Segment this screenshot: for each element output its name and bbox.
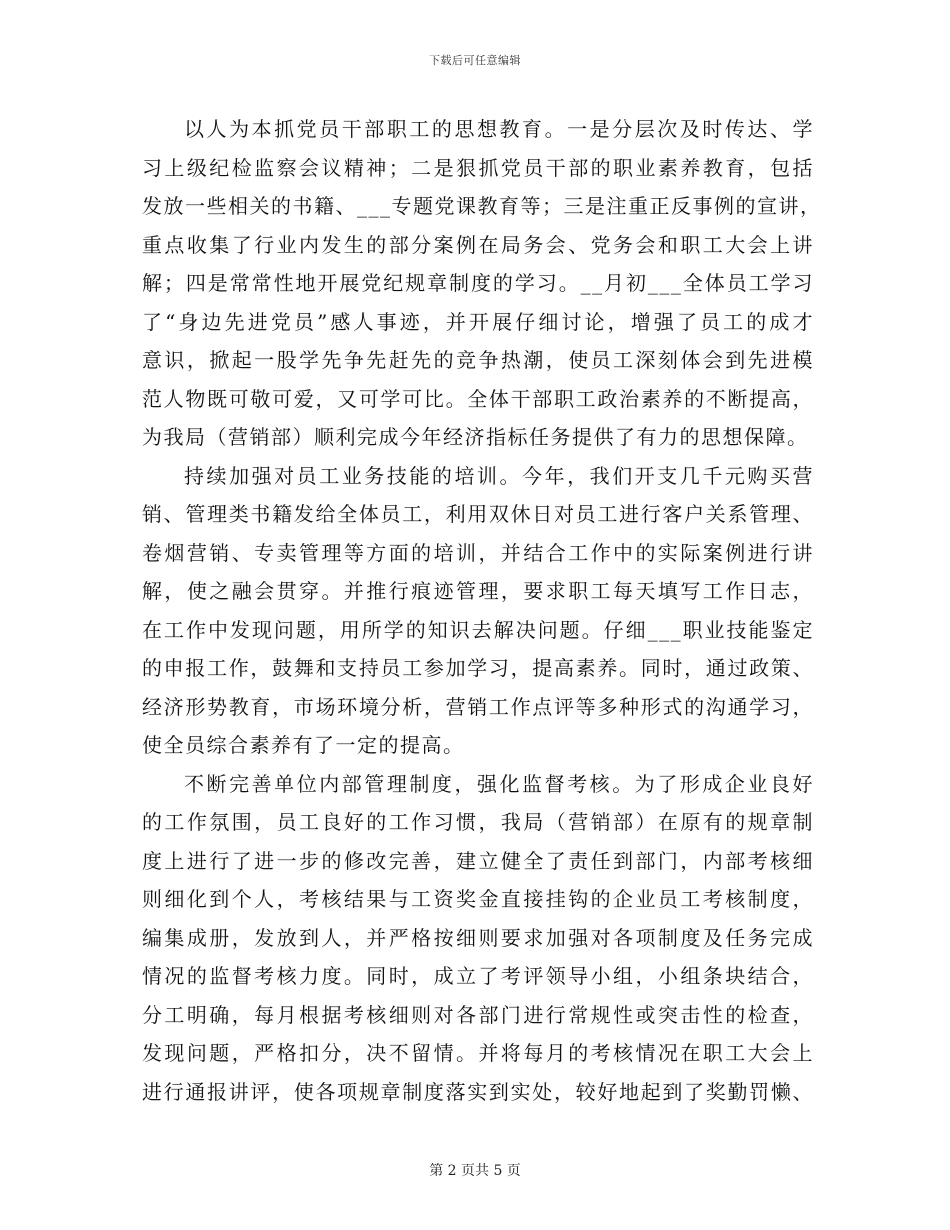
text-line: 进行通报讲评，使各项规章制度落实到实处，较好地起到了奖勤罚懒、	[142, 1079, 814, 1104]
text-line: 销、管理类书籍发给全体员工，利用双休日对员工进行客户关系管理、	[142, 502, 814, 526]
text-line: 卷烟营销、专卖管理等方面的培训，并结合工作中的实际案例进行讲	[142, 540, 814, 565]
text-line: 使全员综合素养有了一定的提高。	[142, 733, 465, 757]
text-line: 在工作中发现问题，用所学的知识去解决问题。仔细___职业技能鉴定	[142, 617, 814, 642]
text-line: 解；四是常常性地开展党纪规章制度的学习。__月初___全体员工学习	[142, 271, 814, 295]
text-line: 范人物既可敬可爱，又可学可比。全体干部职工政治素养的不断提高，	[142, 386, 814, 411]
text-line: 发放一些相关的书籍、___专题党课教育等；三是注重正反事例的宣讲，	[142, 194, 822, 218]
paragraph-management-system	[142, 765, 814, 1112]
text-line: 意识，掀起一股学先争先赶先的竞争热潮，使员工深刻体会到先进模	[142, 348, 814, 372]
text-line: 不断完善单位内部管理制度，强化监督考核。为了形成企业良好	[184, 771, 814, 796]
paragraph-skills-training	[142, 457, 814, 765]
page-header: 下载后可任意编辑	[429, 54, 521, 67]
text-line: 以人为本抓党员干部职工的思想教育。一是分层次及时传达、学	[184, 117, 814, 141]
text-line: 重点收集了行业内发生的部分案例在局务会、党务会和职工大会上讲	[142, 232, 814, 257]
text-line: 情况的监督考核力度。同时，成立了考评领导小组，小组条块结合，	[142, 964, 814, 988]
page-footer: 第 2 页共 5 页	[429, 1163, 521, 1179]
text-line: 度上进行了进一步的修改完善，建立健全了责任到部门，内部考核细	[142, 848, 814, 873]
text-line: 发现问题，严格扣分，决不留情。并将每月的考核情况在职工大会上	[142, 1041, 814, 1065]
document-body	[142, 110, 822, 1111]
text-line: 编集成册，发放到人，并严格按细则要求加强对各项制度及任务完成	[142, 925, 814, 950]
text-line: 为我局（营销部）顺利完成今年经济指标任务提供了有力的思想保障。	[142, 425, 809, 449]
text-line: 的申报工作，鼓舞和支持员工参加学习，提高素养。同时，通过政策、	[142, 656, 814, 680]
text-line: 持续加强对员工业务技能的培训。今年，我们开支几千元购买营	[184, 463, 814, 488]
text-line: 则细化到个人，考核结果与工资奖金直接挂钩的企业员工考核制度，	[142, 887, 814, 911]
text-line: 的工作氛围，员工良好的工作习惯，我局（营销部）在原有的规章制	[142, 810, 814, 834]
paragraph-ideological-education	[142, 110, 822, 457]
text-line: 分工明确，每月根据考核细则对各部门进行常规性或突击性的检查，	[142, 1002, 814, 1027]
text-line: 了“身边先进党员”感人事迹，并开展仔细讨论，增强了员工的成才	[142, 309, 814, 334]
text-line: 经济形势教育，市场环境分析，营销工作点评等多种形式的沟通学习，	[142, 694, 814, 719]
text-line: 习上级纪检监察会议精神；二是狠抓党员干部的职业素养教育，包括	[142, 155, 814, 180]
text-line: 解，使之融会贯穿。并推行痕迹管理，要求职工每天填写工作日志，	[142, 579, 814, 603]
